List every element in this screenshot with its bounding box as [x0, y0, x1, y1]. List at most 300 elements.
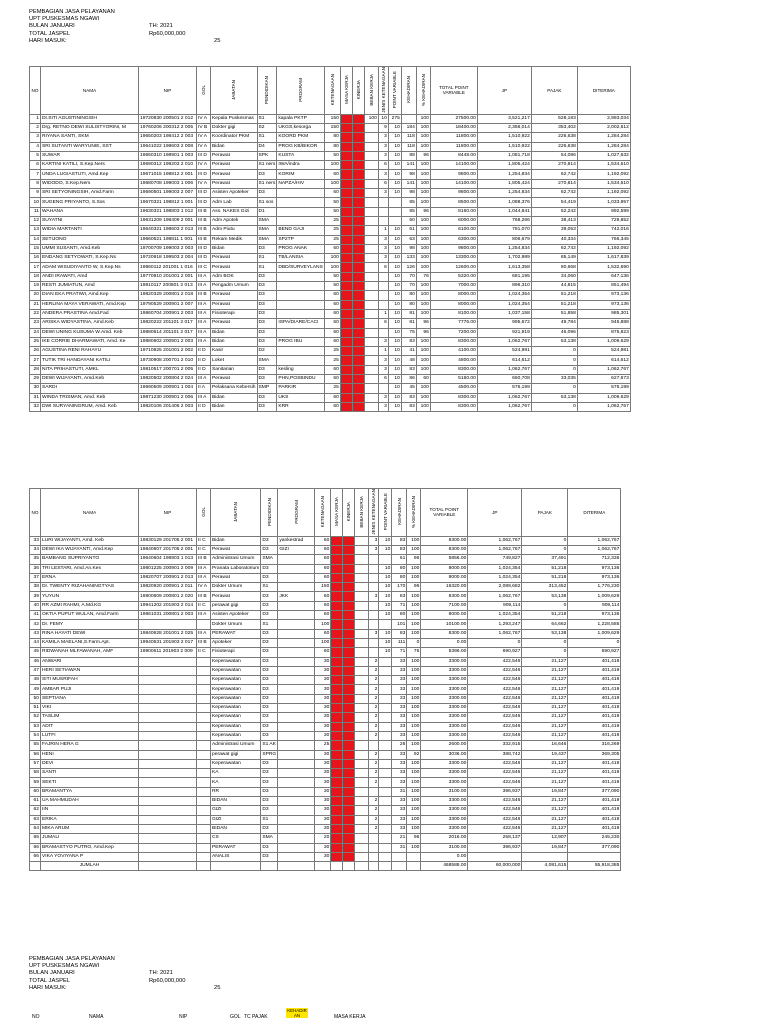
table-cell: 909,114	[568, 601, 621, 610]
table-cell	[378, 216, 388, 225]
table-cell: 16	[30, 254, 41, 263]
table-cell	[364, 328, 378, 337]
table-cell: 995,672	[477, 319, 531, 328]
table-cell: 100	[416, 300, 430, 309]
table-cell: DWI SURYANINGRUM, Amd. Keb	[41, 402, 139, 411]
table-cell: Fisioterapi	[211, 648, 261, 657]
table-cell: D3	[261, 685, 278, 694]
table-cell: 100	[407, 685, 421, 694]
table-cell: II C	[197, 546, 211, 555]
table-cell: 1,532,690	[577, 263, 630, 272]
table-cell	[278, 750, 315, 759]
table-row	[30, 852, 621, 861]
table-cell: S1	[257, 114, 277, 123]
table-cell: 111	[392, 638, 407, 647]
table-cell	[139, 834, 197, 843]
table-cell	[340, 161, 352, 170]
table-cell	[355, 769, 369, 778]
table-cell: 21,127	[522, 815, 568, 824]
table-cell: 118	[401, 142, 416, 151]
table-cell: Dokter Umum	[211, 620, 261, 629]
table-cell: 19720918 199503 2 004	[139, 254, 197, 263]
table-cell: BIDAN	[211, 824, 261, 833]
table-cell	[343, 797, 355, 806]
table-cell: KARTINI KATILI, S.Kep.Ners	[41, 161, 139, 170]
table-cell	[364, 337, 378, 346]
table-cell: 353,402	[531, 124, 577, 133]
table-cell: 25	[30, 337, 41, 346]
table-cell: BIDAN	[211, 797, 261, 806]
table-cell: 80,668	[531, 263, 577, 272]
table-row	[30, 685, 621, 694]
table-cell: 30	[315, 750, 331, 759]
table-cell	[364, 375, 378, 384]
table-row	[30, 778, 621, 787]
table-cell: KUSTA	[277, 151, 324, 160]
table-cell: Adm BOK	[211, 272, 258, 281]
table-cell: KOORD PKM	[277, 133, 324, 142]
table-cell	[343, 685, 355, 694]
table-cell	[379, 769, 392, 778]
table-cell: S2	[257, 124, 277, 133]
table-cell: 377,090	[568, 843, 621, 852]
col-program: PROGRAM	[277, 67, 324, 115]
table-cell: 10	[388, 189, 401, 198]
table-cell: BEND GAJI	[277, 226, 324, 235]
table-cell	[379, 843, 392, 852]
table-cell: SITI MUSRIFAH	[41, 676, 139, 685]
table-cell	[364, 384, 378, 393]
table-cell: yankestrad	[278, 536, 315, 545]
table-cell: 76	[407, 648, 421, 657]
total-label-2: TOTAL JASPEL	[29, 977, 71, 984]
table-cell: 24	[30, 328, 41, 337]
table-cell: Bidan	[211, 393, 258, 402]
table-cell: 26	[30, 347, 41, 356]
table-cell	[364, 207, 378, 216]
table-cell	[277, 189, 324, 198]
table-cell	[343, 583, 355, 592]
table-cell: 7	[30, 170, 41, 179]
table-cell: 32	[30, 402, 41, 411]
table-cell	[379, 852, 392, 861]
table-cell: 1,062,767	[477, 365, 531, 374]
table-cell	[379, 750, 392, 759]
table-cell: 9800.00	[430, 244, 477, 253]
table-cell: III B	[197, 235, 211, 244]
table-cell: Keperawatan	[211, 676, 261, 685]
table-cell	[355, 834, 369, 843]
table-cell	[355, 564, 369, 573]
table-cell	[331, 629, 343, 638]
table-cell: 141	[401, 179, 416, 188]
table-cell: 19670321 198812 1 001	[139, 198, 197, 207]
table-cell: 85,149	[531, 254, 577, 263]
table-cell	[331, 731, 343, 740]
table-cell: BRAMASTYO PUTRO, Amd.Kep	[41, 843, 139, 852]
table-cell: 973,136	[577, 300, 630, 309]
table-cell: IV A	[197, 133, 211, 142]
table-cell: D3	[257, 337, 277, 346]
table-cell: 100	[407, 620, 421, 629]
table-cell	[343, 806, 355, 815]
table-cell: 21	[30, 300, 41, 309]
table-cell: 53,138	[531, 337, 577, 346]
table-cell: 100	[407, 704, 421, 713]
payroll-table-1	[29, 66, 631, 412]
table-cell: 10	[388, 170, 401, 179]
table-cell	[278, 852, 315, 861]
table-cell: 729,852	[577, 216, 630, 225]
table-cell: 781,070	[477, 226, 531, 235]
table-cell: 100	[407, 657, 421, 666]
table-cell: 10	[388, 356, 401, 365]
table-cell	[197, 806, 211, 815]
bottom-col-tc-pajak: TC PAJAK	[244, 1014, 268, 1020]
table-cell	[278, 824, 315, 833]
jumlah-diterima: 55,918,385	[568, 862, 621, 871]
table-cell: 100	[407, 694, 421, 703]
table-cell: 19,847	[522, 843, 568, 852]
table-cell: 1,024,354	[468, 564, 522, 573]
table-cell: 5396.00	[421, 648, 468, 657]
table-cell	[343, 638, 355, 647]
table-cell: D3	[261, 666, 278, 675]
table-cell: III A	[197, 573, 211, 582]
table-cell: 8000.00	[430, 300, 477, 309]
table-cell	[340, 337, 352, 346]
table-cell	[139, 843, 197, 852]
table-cell: 71	[392, 648, 407, 657]
table-cell: 100	[416, 170, 430, 179]
table-row	[30, 216, 631, 225]
table-cell: Kasir	[211, 347, 258, 356]
table-cell: 19671015 198812 2 001	[139, 170, 197, 179]
table-cell	[139, 666, 197, 675]
table-cell: S1	[257, 263, 277, 272]
table-cell	[378, 384, 388, 393]
table-cell: 1,510,922	[477, 133, 531, 142]
table-cell: D3	[257, 319, 277, 328]
table-cell	[331, 750, 343, 759]
table-cell: 19690312 199203 2 010	[139, 161, 197, 170]
table-cell: 100	[407, 536, 421, 545]
table-cell: Rekam Medik	[211, 235, 258, 244]
table-cell: D3	[261, 564, 278, 573]
table-cell: 627,673	[577, 375, 630, 384]
table-cell: 5160.00	[430, 375, 477, 384]
table-cell: 100	[407, 815, 421, 824]
table-cell	[355, 824, 369, 833]
table-2-header	[30, 489, 621, 537]
table-cell: Apoteker	[211, 638, 261, 647]
table-cell: 2	[369, 666, 379, 675]
table-cell	[197, 741, 211, 750]
table-cell	[369, 648, 379, 657]
table-cell	[331, 564, 343, 573]
table-row	[30, 402, 631, 411]
table-cell	[352, 161, 364, 170]
table-cell: 422,546	[468, 815, 522, 824]
table-cell: D3	[257, 309, 277, 318]
table-cell: III A	[197, 272, 211, 281]
table-cell	[355, 620, 369, 629]
table-cell: 422,546	[468, 797, 522, 806]
table-row	[30, 375, 631, 384]
table-cell: 37,491	[522, 555, 568, 564]
table-cell: 61	[392, 555, 407, 564]
table-cell	[197, 750, 211, 759]
table-cell: 422,546	[468, 778, 522, 787]
table-cell: 401,419	[568, 815, 621, 824]
table-cell: 10	[379, 583, 392, 592]
table-cell: Perawat	[211, 291, 258, 300]
table-cell: 150	[324, 124, 340, 133]
table-cell	[331, 694, 343, 703]
table-cell: III D	[197, 170, 211, 179]
table-cell	[343, 741, 355, 750]
table-cell: 96	[407, 555, 421, 564]
table-cell: DEWI WIJAYANTI, Amd.Keb	[41, 375, 139, 384]
table-cell: 49	[30, 685, 41, 694]
table-cell	[331, 815, 343, 824]
table-cell: 30	[315, 787, 331, 796]
table-cell: 401,419	[568, 704, 621, 713]
table-cell: GIZI	[278, 546, 315, 555]
table-row	[30, 555, 621, 564]
table-cell: 88	[401, 151, 416, 160]
table-cell: III D	[197, 254, 211, 263]
table-cell: 3300.00	[421, 824, 468, 833]
table-cell: 100	[407, 676, 421, 685]
table-cell: 56	[30, 750, 41, 759]
table-cell: 8300.00	[430, 337, 477, 346]
total-label: TOTAL JASPEL	[29, 30, 71, 37]
table-cell	[278, 611, 315, 620]
table-cell: 3	[378, 393, 388, 402]
table-cell: Perawat	[211, 151, 258, 160]
table-cell: 6000.00	[430, 216, 477, 225]
table-cell: 0	[531, 365, 577, 374]
table-cell: III B	[197, 291, 211, 300]
table-cell: 46	[30, 657, 41, 666]
table-cell	[355, 583, 369, 592]
table-cell: 25	[324, 235, 340, 244]
table-cell: 98	[401, 189, 416, 198]
bottom-col-nip: NIP	[179, 1014, 188, 1020]
table-cell: 80	[401, 300, 416, 309]
table-cell: D3	[257, 189, 277, 198]
table-cell: 19820329 200801 2 018	[139, 291, 197, 300]
table-cell: 1,284,284	[577, 133, 630, 142]
table-cell: 275	[388, 114, 401, 123]
table-cell: ANDERA PRASTINA Amd.Fad	[41, 309, 139, 318]
payroll-table-2	[29, 488, 621, 871]
table-cell: 2,356,014	[477, 124, 531, 133]
table-cell: 63	[401, 235, 416, 244]
table-row	[30, 207, 631, 216]
table-cell: 13300.00	[430, 254, 477, 263]
table-cell: 98	[401, 170, 416, 179]
institution-2: UPT PUSKESMAS NGAWI	[29, 963, 100, 970]
table-cell: 396,937	[468, 843, 522, 852]
table-cell: 10	[388, 179, 401, 188]
table-cell: 40	[30, 601, 41, 610]
table-cell: D3	[261, 713, 278, 722]
table-cell: DEWI UNING KUSUMA W.Amd. Keb	[41, 328, 139, 337]
table-cell: II C	[197, 536, 211, 545]
table-cell: 60	[30, 787, 41, 796]
table-cell: 6	[378, 375, 388, 384]
table-cell	[369, 611, 379, 620]
table-cell: 3300.00	[421, 797, 468, 806]
table-cell	[139, 713, 197, 722]
table-cell	[340, 347, 352, 356]
table-cell: 62,742	[531, 170, 577, 179]
table-cell: KA	[211, 769, 261, 778]
table-cell	[378, 300, 388, 309]
table-cell	[278, 657, 315, 666]
table-cell: 83	[392, 629, 407, 638]
table-cell	[355, 731, 369, 740]
table-cell	[331, 555, 343, 564]
table-cell: 2	[369, 704, 379, 713]
table-cell	[379, 620, 392, 629]
table-cell: 45	[30, 648, 41, 657]
table-cell: S1	[261, 583, 278, 592]
table-cell: 39	[30, 592, 41, 601]
table-cell: 37	[30, 573, 41, 582]
table-cell	[352, 291, 364, 300]
table-cell	[139, 824, 197, 833]
table-cell: 100	[407, 824, 421, 833]
table-cell: 31	[392, 843, 407, 852]
table-cell: 41	[30, 611, 41, 620]
table-cell: 30	[315, 685, 331, 694]
table-cell	[364, 151, 378, 160]
table-row	[30, 769, 621, 778]
table-cell: II A	[197, 384, 211, 393]
table-cell	[352, 235, 364, 244]
table-cell: D4	[257, 142, 277, 151]
table-cell	[139, 769, 197, 778]
table-cell	[340, 356, 352, 365]
table-cell	[340, 393, 352, 402]
table-cell: 55	[30, 741, 41, 750]
table-cell	[352, 365, 364, 374]
table-cell: 1,805,424	[477, 179, 531, 188]
table-cell: 100	[407, 797, 421, 806]
col-no: NO	[30, 489, 41, 537]
table-cell	[343, 592, 355, 601]
table-cell: D3	[261, 573, 278, 582]
table-cell: 61	[30, 797, 41, 806]
table-cell: 100	[407, 722, 421, 731]
table-cell: ADAM WISUDIYANTO W, S.Kep.Ns	[41, 263, 139, 272]
table-cell	[352, 263, 364, 272]
table-cell	[340, 226, 352, 235]
table-cell: 10	[379, 592, 392, 601]
table-cell: OKTIA PUPUT WULAN, Amd.Farm	[41, 611, 139, 620]
table-cell	[331, 824, 343, 833]
table-cell: 54	[30, 731, 41, 740]
table-cell: III D	[197, 244, 211, 253]
table-cell	[379, 666, 392, 675]
table-cell	[277, 328, 324, 337]
table-cell: 19880602 200901 2 003	[139, 337, 197, 346]
table-cell	[364, 235, 378, 244]
table-cell	[340, 263, 352, 272]
jumlah-pajak: 4,081,615	[522, 862, 568, 871]
table-cell: 30	[315, 769, 331, 778]
table-cell: S1 ners	[257, 161, 277, 170]
table-cell	[343, 573, 355, 582]
table-cell: 100	[416, 198, 430, 207]
table-cell: 19840607 201705 2 001	[139, 546, 197, 555]
col-point-variable: POINT VARIABLE	[379, 489, 392, 537]
table-cell	[364, 189, 378, 198]
table-cell	[278, 722, 315, 731]
table-cell: 422,546	[468, 657, 522, 666]
table-cell	[352, 356, 364, 365]
table-cell: 100	[407, 601, 421, 610]
table-cell: 19690501 199003 2 007	[139, 189, 197, 198]
table-cell: 0	[568, 638, 621, 647]
table-cell	[343, 536, 355, 545]
table-cell: 10	[388, 384, 401, 393]
table-cell: 19650310 198901 1 003	[139, 151, 197, 160]
table-cell: 58	[30, 769, 41, 778]
table-cell: 1,044,841	[477, 207, 531, 216]
col-ketenagaan: KETENAGAAN	[324, 67, 340, 115]
table-cell: 3	[369, 592, 379, 601]
table-cell	[352, 309, 364, 318]
table-cell: D3	[261, 536, 278, 545]
table-row	[30, 824, 621, 833]
table-cell: 83	[392, 546, 407, 555]
table-cell	[139, 685, 197, 694]
table-cell: 60	[324, 375, 340, 384]
table-cell	[369, 555, 379, 564]
table-cell: III A	[197, 328, 211, 337]
table-cell	[355, 638, 369, 647]
table-cell: D3	[261, 657, 278, 666]
table-cell: 33	[392, 815, 407, 824]
table-cell: D3	[257, 272, 277, 281]
table-cell: 19,847	[522, 787, 568, 796]
table-cell: 0	[531, 356, 577, 365]
table-cell	[197, 815, 211, 824]
table-cell: 10	[388, 263, 401, 272]
table-cell: 1,192,092	[577, 244, 630, 253]
table-cell: 3	[369, 546, 379, 555]
table-cell: 0	[522, 546, 568, 555]
table-cell: FAJRIN HERA G	[41, 741, 139, 750]
table-cell: 101	[392, 620, 407, 629]
table-cell: 10	[388, 226, 401, 235]
table-cell: 15	[30, 244, 41, 253]
table-cell	[331, 620, 343, 629]
bottom-col-masa-kerja: MASA KERJA	[334, 1014, 366, 1020]
table-cell: Asisten Apoteker	[211, 611, 261, 620]
table-cell	[277, 309, 324, 318]
table-cell: SP2TP	[277, 235, 324, 244]
table-cell: 30	[315, 759, 331, 768]
table-cell: 21,127	[522, 704, 568, 713]
table-cell: 35	[30, 555, 41, 564]
table-cell: 3	[378, 244, 388, 253]
table-row	[30, 179, 631, 188]
